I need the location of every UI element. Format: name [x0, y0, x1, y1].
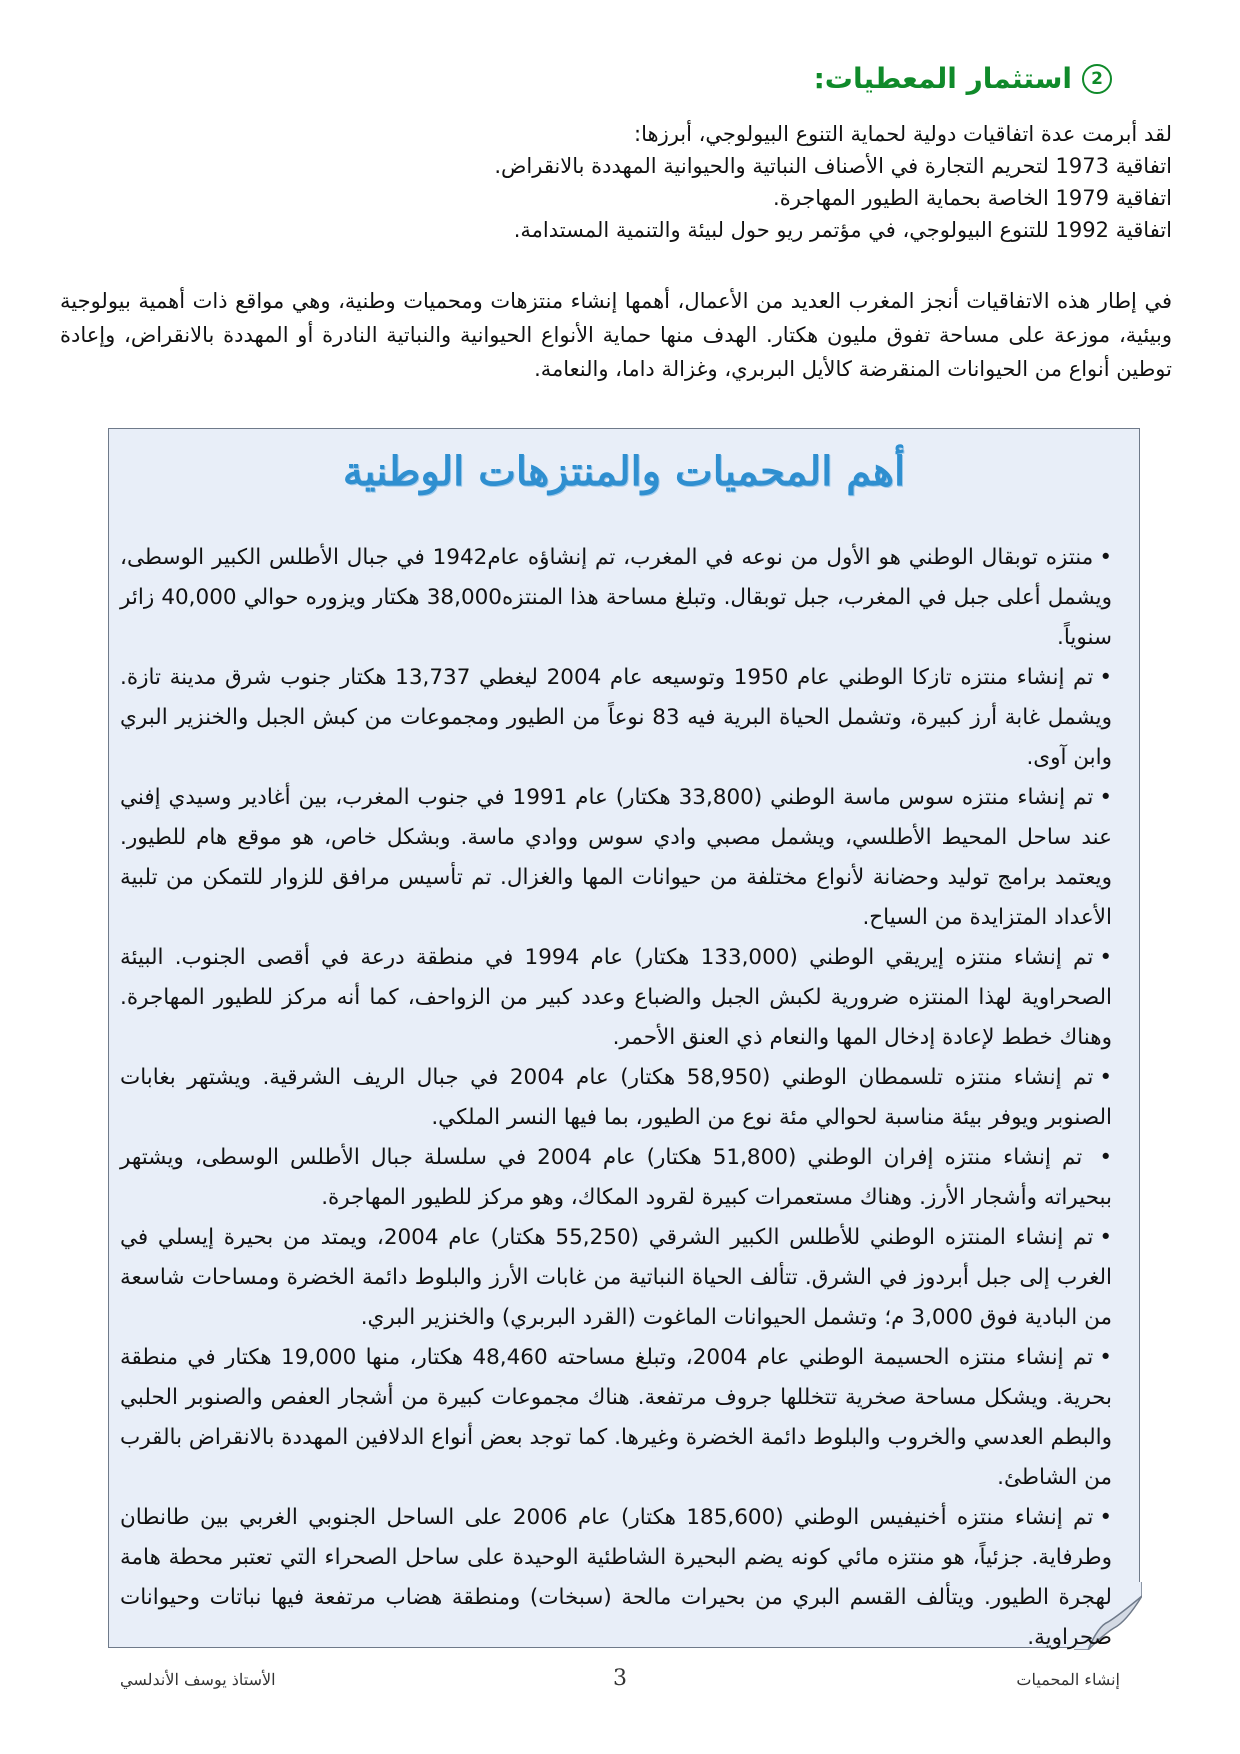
reserves-list [120, 538, 1112, 1658]
bullet: • [1099, 1345, 1112, 1370]
bullet: • [1099, 1505, 1113, 1530]
list-item [120, 538, 1112, 658]
intro-line: لقد أبرمت عدة اتفاقيات دولية لحماية التنوع البيولوجي، أبرزها: [634, 122, 1172, 146]
bullet: • [1099, 785, 1113, 810]
intro-line: اتفاقية 1973 لتحريم التجارة في الأصناف النباتية والحيوانية المهددة بالانقراض. [494, 154, 1172, 178]
bullet: • [1099, 665, 1112, 690]
list-item [120, 1218, 1112, 1338]
footer-author: الأستاذ يوسف الأندلسي [120, 1670, 276, 1689]
intro-line: اتفاقية 1992 للتنوع البيولوجي، في مؤتمر ريو حول لبيئة والتنمية المستدامة. [513, 218, 1172, 242]
bullet: • [1099, 1065, 1112, 1090]
bullet: • [1099, 945, 1112, 970]
section-heading [814, 62, 1112, 95]
page-footer [0, 1666, 1240, 1696]
intro-line: اتفاقية 1979 الخاصة بحماية الطيور المهاجرة. [773, 186, 1172, 210]
page-number: 3 [613, 1666, 627, 1691]
list-item-text: تم إنشاء منتزه تلسمطان الوطني (58,950 هكتار) عام 2004 في جبال الريف الشرقية. ويشتهر بغابات الصنوبر ويوفر بيئة مناسبة لحوالي مئة نوع من الطيور، بما فيها النسر الملكي. [120, 1065, 1112, 1130]
section-number-badge: 2 [1082, 64, 1112, 94]
list-item [120, 938, 1112, 1058]
list-item-text: تم إنشاء منتزه إيريقي الوطني (133,000 هكتار) عام 1994 في منطقة درعة في أقصى الجنوب. البيئة الصحراوية لهذا المنتزه ضرورية لكبش الجبل والضباع وعدد كبير من الزواحف، كما أنه مركز للطيور المهاجرة. وهناك خطط لإعادة إدخال المها والنعام ذي العنق الأحمر. [120, 945, 1112, 1050]
list-item-text: تم إنشاء منتزه إفران الوطني (51,800 هكتار) عام 2004 في سلسلة جبال الأطلس الوسطى، ويشتهر ببحيراته وأشجار الأرز. وهناك مستعمرات كبيرة لقرود المكاك، وهو مركز للطيور المهاجرة. [120, 1145, 1112, 1210]
bullet: • [1099, 1145, 1112, 1170]
list-item-text: تم إنشاء منتزه سوس ماسة الوطني (33,800 هكتار) عام 1991 في جنوب المغرب، بين أغادير وسيدي إفني عند ساحل المحيط الأطلسي، ويشمل مصبي وادي سوس ووادي ماسة. وبشكل خاص، هو موقع هام للطيور. ويعتمد برامج توليد وحضانة لأنواع مختلفة من حيوانات المها والغزال. تم تأسيس مرافق للزوار للتمكن من تلبية الأعداد المتزايدة من السياح. [120, 785, 1112, 930]
bullet: • [1099, 1225, 1113, 1250]
footer-chapter-title: إنشاء المحميات [1016, 1670, 1120, 1689]
list-item [120, 1058, 1112, 1138]
box-title: أهم المحميات والمنتزهات الوطنية [342, 448, 906, 495]
list-item [120, 658, 1112, 778]
section-title: استثمار المعطيات: [813, 62, 1072, 95]
list-item [120, 1338, 1112, 1498]
intro-block [62, 118, 1172, 246]
intro-paragraph: في إطار هذه الاتفاقيات أنجز المغرب العديد من الأعمال، أهمها إنشاء منتزهات ومحميات وطنية، وهي مواقع ذات أهمية بيولوجية وبيئية، موزعة على مساحة تفوق مليون هكتار. الهدف منها حماية الأنواع الحيوانية والنباتية النادرة أو المهددة بالانقراض، وإعادة توطين أنواع من الحيوانات المنقرضة كالأيل البربري، وغزالة داما، والنعامة. [60, 289, 1172, 381]
list-item-text: تم إنشاء منتزه أخنيفيس الوطني (185,600 هكتار) عام 2006 على الساحل الجنوبي الغربي بين طانطان وطرفاية. جزئياً، هو منتزه مائي كونه يضم البحيرة الشاطئية الوحيدة على ساحل الصحراء التي تعتبر محطة هامة لهجرة الطيور. ويتألف القسم البري من بحيرات مالحة (سبخات) ومنطقة هضاب مرتفعة فيها نباتات وحيوانات صحراوية. [120, 1505, 1112, 1650]
bullet: • [1099, 545, 1112, 570]
list-item-text: منتزه توبقال الوطني هو الأول من نوعه في المغرب، تم إنشاؤه عام1942 في جبال الأطلس الكبير الوسطى، ويشمل أعلى جبل في المغرب، جبل توبقال. وتبلغ مساحة هذا المنتزه38,000 هكتار ويزوره حوالي 40,000 زائر سنوياً. [120, 545, 1112, 650]
list-item [120, 1498, 1112, 1658]
list-item [120, 1138, 1112, 1218]
list-item-text: تم إنشاء منتزه تازكا الوطني عام 1950 وتوسيعه عام 2004 ليغطي 13,737 هكتار جنوب شرق مدينة تازة. ويشمل غابة أرز كبيرة، وتشمل الحياة البرية فيه 83 نوعاً من الطيور ومجموعات من كبش الجبل والخنزير البري وابن آوى. [120, 665, 1112, 770]
list-item-text: تم إنشاء منتزه الحسيمة الوطني عام 2004، وتبلغ مساحته 48,460 هكتار، منها 19,000 هكتار في منطقة بحرية. ويشكل مساحة صخرية تتخللها جروف مرتفعة. هناك مجموعات كبيرة من أشجار العفص والصنوبر الحلبي والبطم العدسي والخروب والبلوط دائمة الخضرة وغيرها. كما توجد بعض أنواع الدلافين المهددة بالانقراض بالقرب من الشاطئ. [120, 1345, 1112, 1490]
list-item-text: تم إنشاء المنتزه الوطني للأطلس الكبير الشرقي (55,250 هكتار) عام 2004، ويمتد من بحيرة إيسلي في الغرب إلى جبل أبردوز في الشرق. تتألف الحياة النباتية من غابات الأرز والبلوط دائمة الخضرة ومساحات شاسعة من البادية فوق 3,000 م؛ وتشمل الحيوانات الماغوت (القرد البربري) والخنزير البري. [120, 1225, 1112, 1330]
list-item [120, 778, 1112, 938]
